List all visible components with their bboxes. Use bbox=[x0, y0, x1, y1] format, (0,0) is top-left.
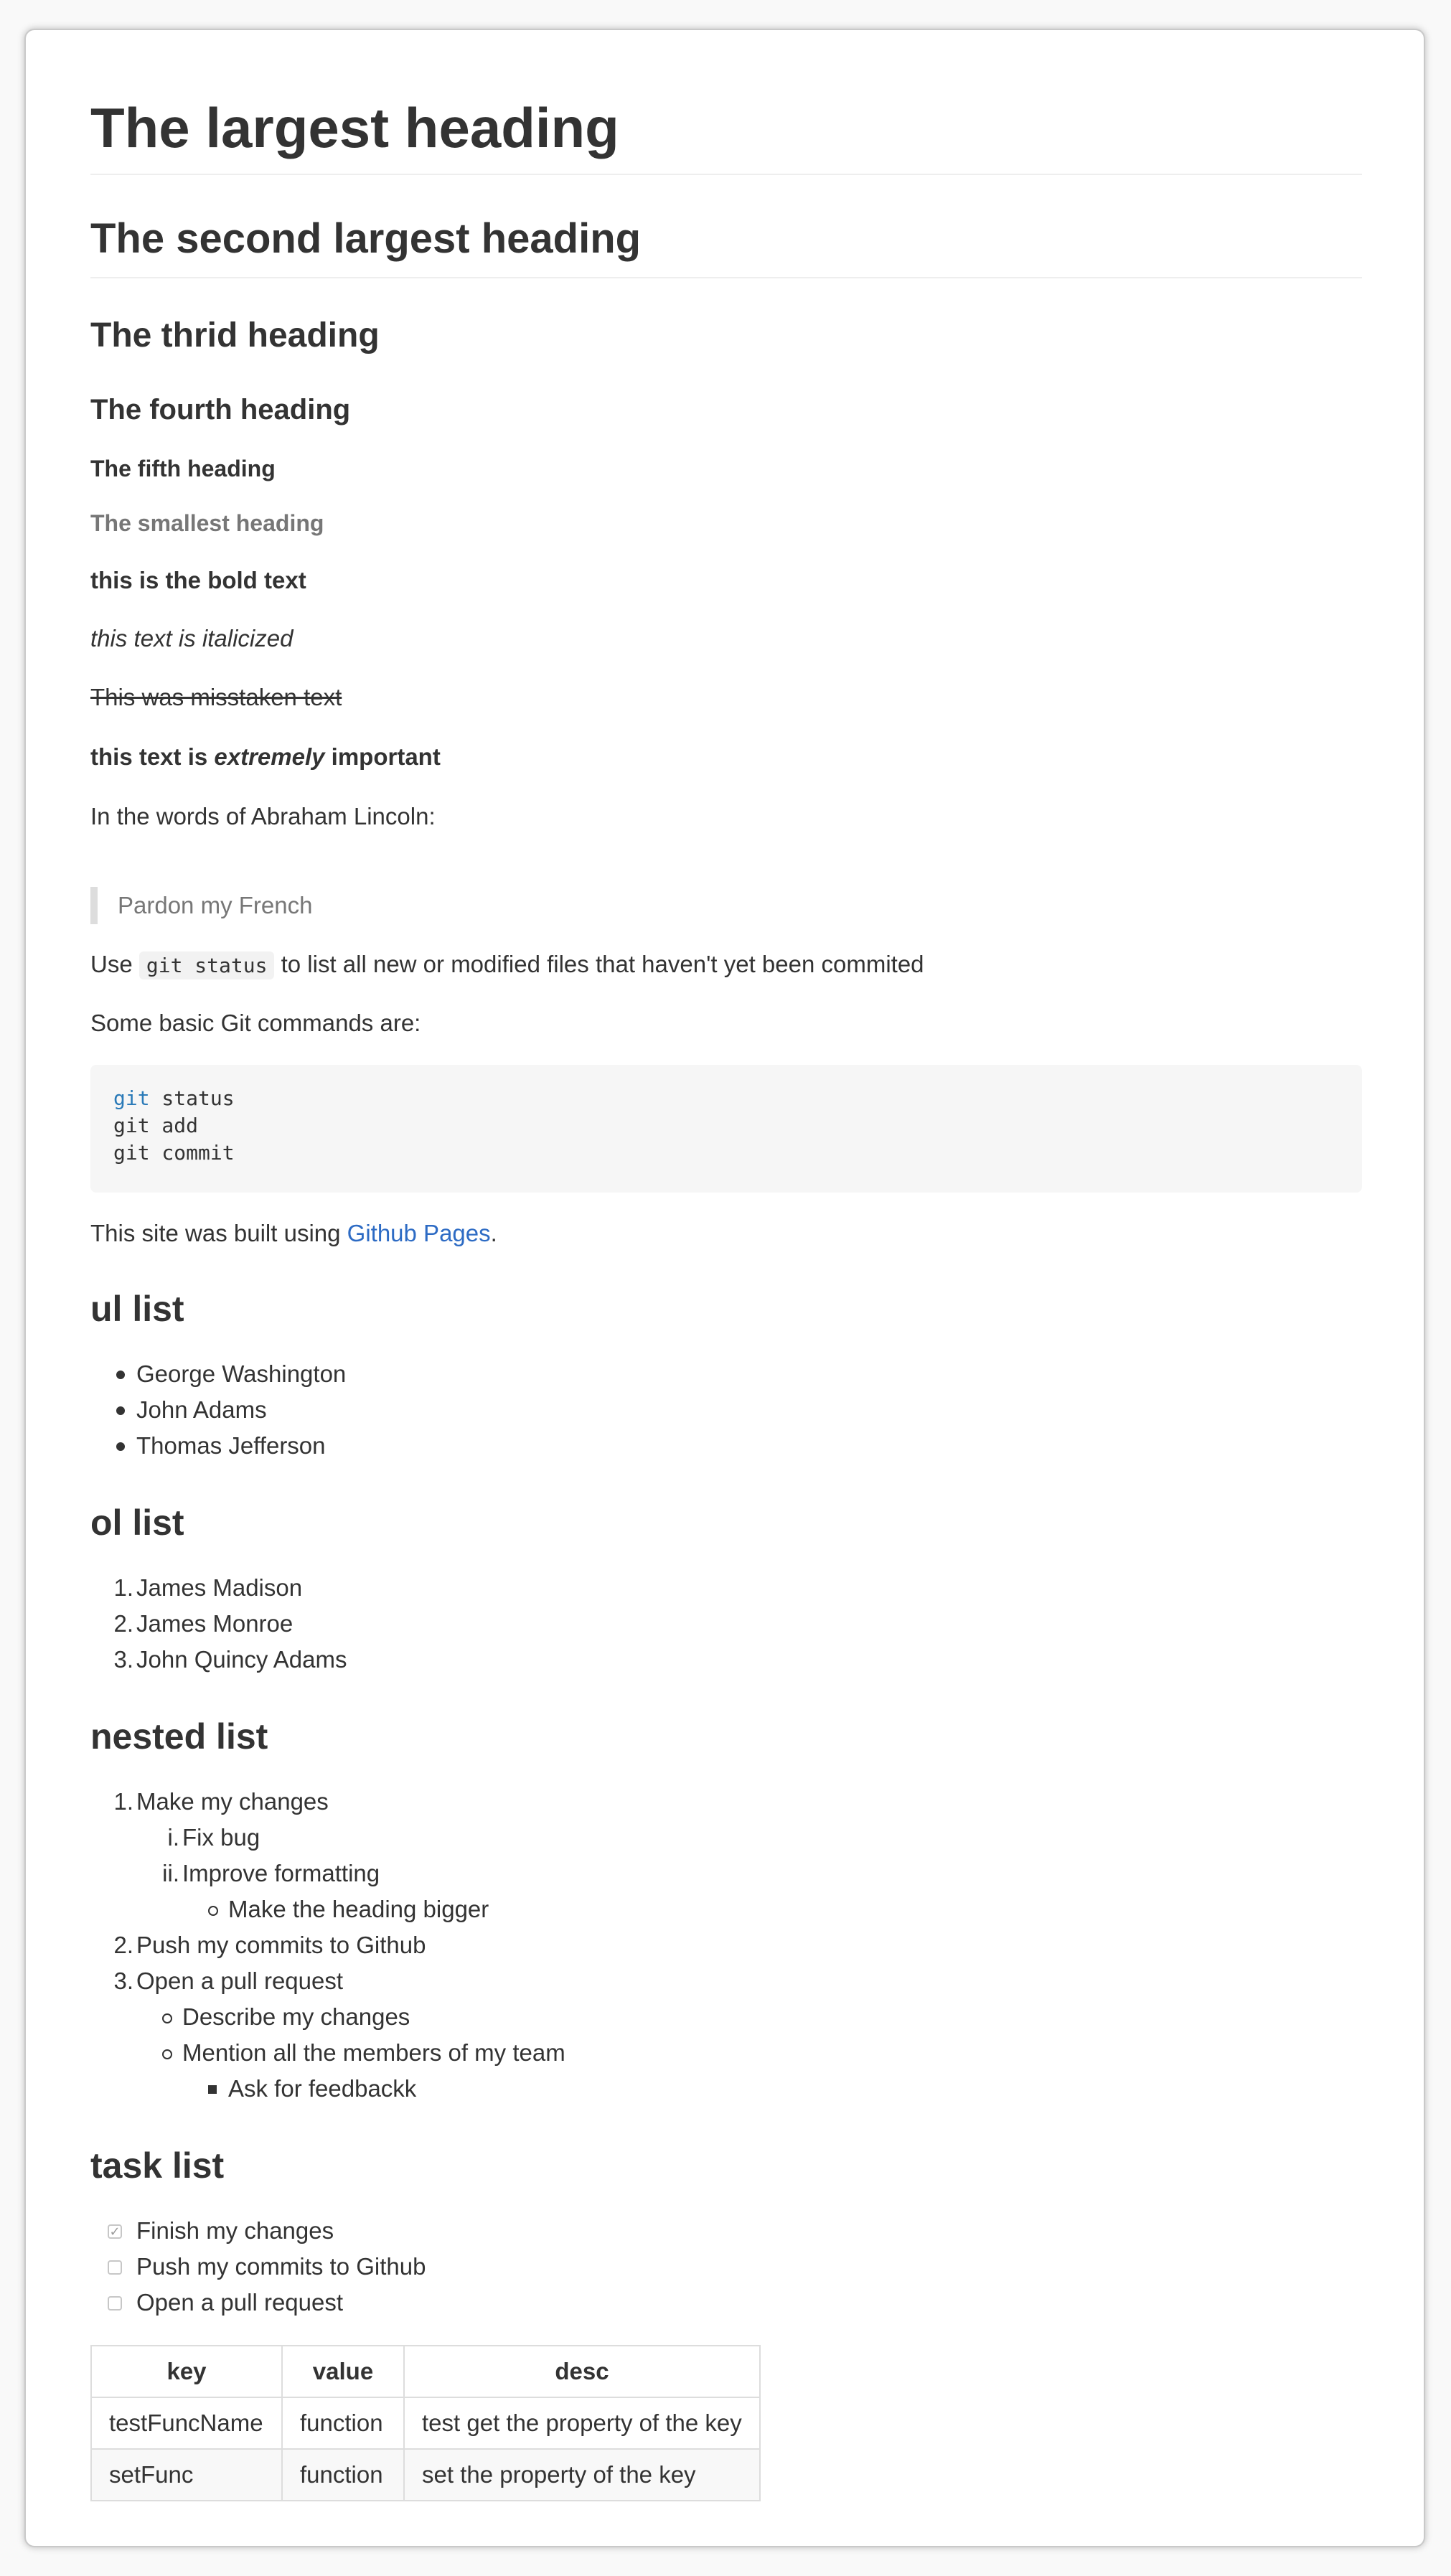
quote-text: Pardon my French bbox=[118, 892, 313, 918]
list-item: Push my commits to Github bbox=[136, 1932, 426, 1958]
heading-3: The thrid heading bbox=[90, 316, 380, 354]
bullet-square bbox=[208, 2085, 217, 2094]
list-item: Mention all the members of my team bbox=[182, 2039, 565, 2066]
list-item: John Quincy Adams bbox=[136, 1646, 347, 1673]
table-cell: function bbox=[282, 2449, 404, 2501]
bullet-disc bbox=[116, 1406, 125, 1415]
list-number: 1. bbox=[113, 1574, 133, 1601]
list-number: 2. bbox=[113, 1932, 133, 1958]
git-status-paragraph bbox=[90, 949, 924, 980]
heading-1-rule bbox=[90, 174, 1362, 175]
table-header-row bbox=[91, 2346, 760, 2397]
blockquote bbox=[90, 887, 312, 924]
task-item: Push my commits to Github bbox=[136, 2253, 426, 2280]
list-number: 3. bbox=[113, 1646, 133, 1673]
built-suffix: . bbox=[490, 1220, 497, 1246]
list-item: Improve formatting bbox=[182, 1860, 380, 1886]
inline-code: git status bbox=[139, 951, 275, 979]
document-card bbox=[24, 29, 1425, 2547]
ol-list-heading: ol list bbox=[90, 1503, 184, 1543]
code-line-1-rest: status bbox=[149, 1086, 235, 1110]
use-suffix: to list all new or modified files that haven't yet been commited bbox=[274, 951, 924, 977]
nested-list-heading: nested list bbox=[90, 1716, 268, 1757]
table-row bbox=[91, 2397, 760, 2449]
task-list-heading: task list bbox=[90, 2145, 225, 2186]
ul-list-heading: ul list bbox=[90, 1289, 184, 1329]
important-prefix: this text is bbox=[90, 743, 215, 770]
heading-1: The largest heading bbox=[90, 96, 619, 159]
table-cell: test get the property of the key bbox=[404, 2397, 760, 2449]
important-text bbox=[90, 742, 441, 773]
list-item: James Madison bbox=[136, 1574, 303, 1601]
list-item: Thomas Jefferson bbox=[136, 1432, 326, 1459]
table-header-cell: value bbox=[282, 2346, 404, 2397]
list-item: Make the heading bigger bbox=[228, 1896, 489, 1922]
code-line-1 bbox=[113, 1085, 1339, 1112]
important-emphasis: extremely bbox=[214, 743, 325, 770]
heading-2-rule bbox=[90, 277, 1362, 278]
list-number: 1. bbox=[113, 1788, 133, 1815]
table-cell: set the property of the key bbox=[404, 2449, 760, 2501]
list-item: Describe my changes bbox=[182, 2003, 410, 2030]
list-roman-numeral: i. bbox=[167, 1824, 179, 1851]
heading-2: The second largest heading bbox=[90, 215, 642, 262]
table-row bbox=[91, 2449, 760, 2501]
task-checkbox[interactable] bbox=[108, 2296, 122, 2311]
bullet-circle bbox=[208, 1906, 218, 1916]
code-keyword: git bbox=[113, 1086, 150, 1110]
data-table bbox=[90, 2345, 761, 2501]
table-header-cell: key bbox=[91, 2346, 282, 2397]
task-checkbox-checked[interactable]: ✓ bbox=[108, 2224, 122, 2239]
code-line-3: git commit bbox=[113, 1141, 235, 1165]
list-item: Ask for feedbackk bbox=[228, 2075, 417, 2102]
bullet-disc bbox=[116, 1371, 125, 1379]
list-item: Make my changes bbox=[136, 1788, 329, 1815]
task-item: Open a pull request bbox=[136, 2289, 344, 2316]
code-block bbox=[90, 1065, 1362, 1193]
heading-6: The smallest heading bbox=[90, 510, 324, 536]
table-cell: setFunc bbox=[91, 2449, 282, 2501]
list-roman-numeral: ii. bbox=[162, 1860, 179, 1886]
strikethrough-text: This was misstaken text bbox=[90, 684, 342, 710]
list-number: 2. bbox=[113, 1610, 133, 1637]
list-item: Fix bug bbox=[182, 1824, 260, 1851]
lincoln-intro: In the words of Abraham Lincoln: bbox=[90, 803, 436, 829]
bullet-disc bbox=[116, 1442, 125, 1451]
task-checkbox[interactable] bbox=[108, 2260, 122, 2275]
list-item: Open a pull request bbox=[136, 1968, 344, 1994]
list-item: James Monroe bbox=[136, 1610, 294, 1637]
built-paragraph bbox=[90, 1218, 497, 1249]
list-item: John Adams bbox=[136, 1396, 267, 1423]
table-cell: function bbox=[282, 2397, 404, 2449]
list-item: George Washington bbox=[136, 1360, 347, 1387]
important-suffix: important bbox=[324, 743, 441, 770]
bullet-circle bbox=[162, 2049, 172, 2059]
built-prefix: This site was built using bbox=[90, 1220, 347, 1246]
italic-text: this text is italicized bbox=[90, 625, 294, 652]
heading-4: The fourth heading bbox=[90, 394, 351, 426]
bullet-circle bbox=[162, 2013, 172, 2023]
use-prefix: Use bbox=[90, 951, 139, 977]
heading-5: The fifth heading bbox=[90, 456, 276, 481]
task-item: Finish my changes bbox=[136, 2217, 334, 2244]
code-line-2: git add bbox=[113, 1114, 199, 1137]
table-header-cell: desc bbox=[404, 2346, 760, 2397]
github-pages-link[interactable]: Github Pages bbox=[347, 1220, 491, 1246]
bold-text: this is the bold text bbox=[90, 567, 306, 593]
table-cell: testFuncName bbox=[91, 2397, 282, 2449]
git-intro: Some basic Git commands are: bbox=[90, 1010, 421, 1036]
list-number: 3. bbox=[113, 1968, 133, 1994]
